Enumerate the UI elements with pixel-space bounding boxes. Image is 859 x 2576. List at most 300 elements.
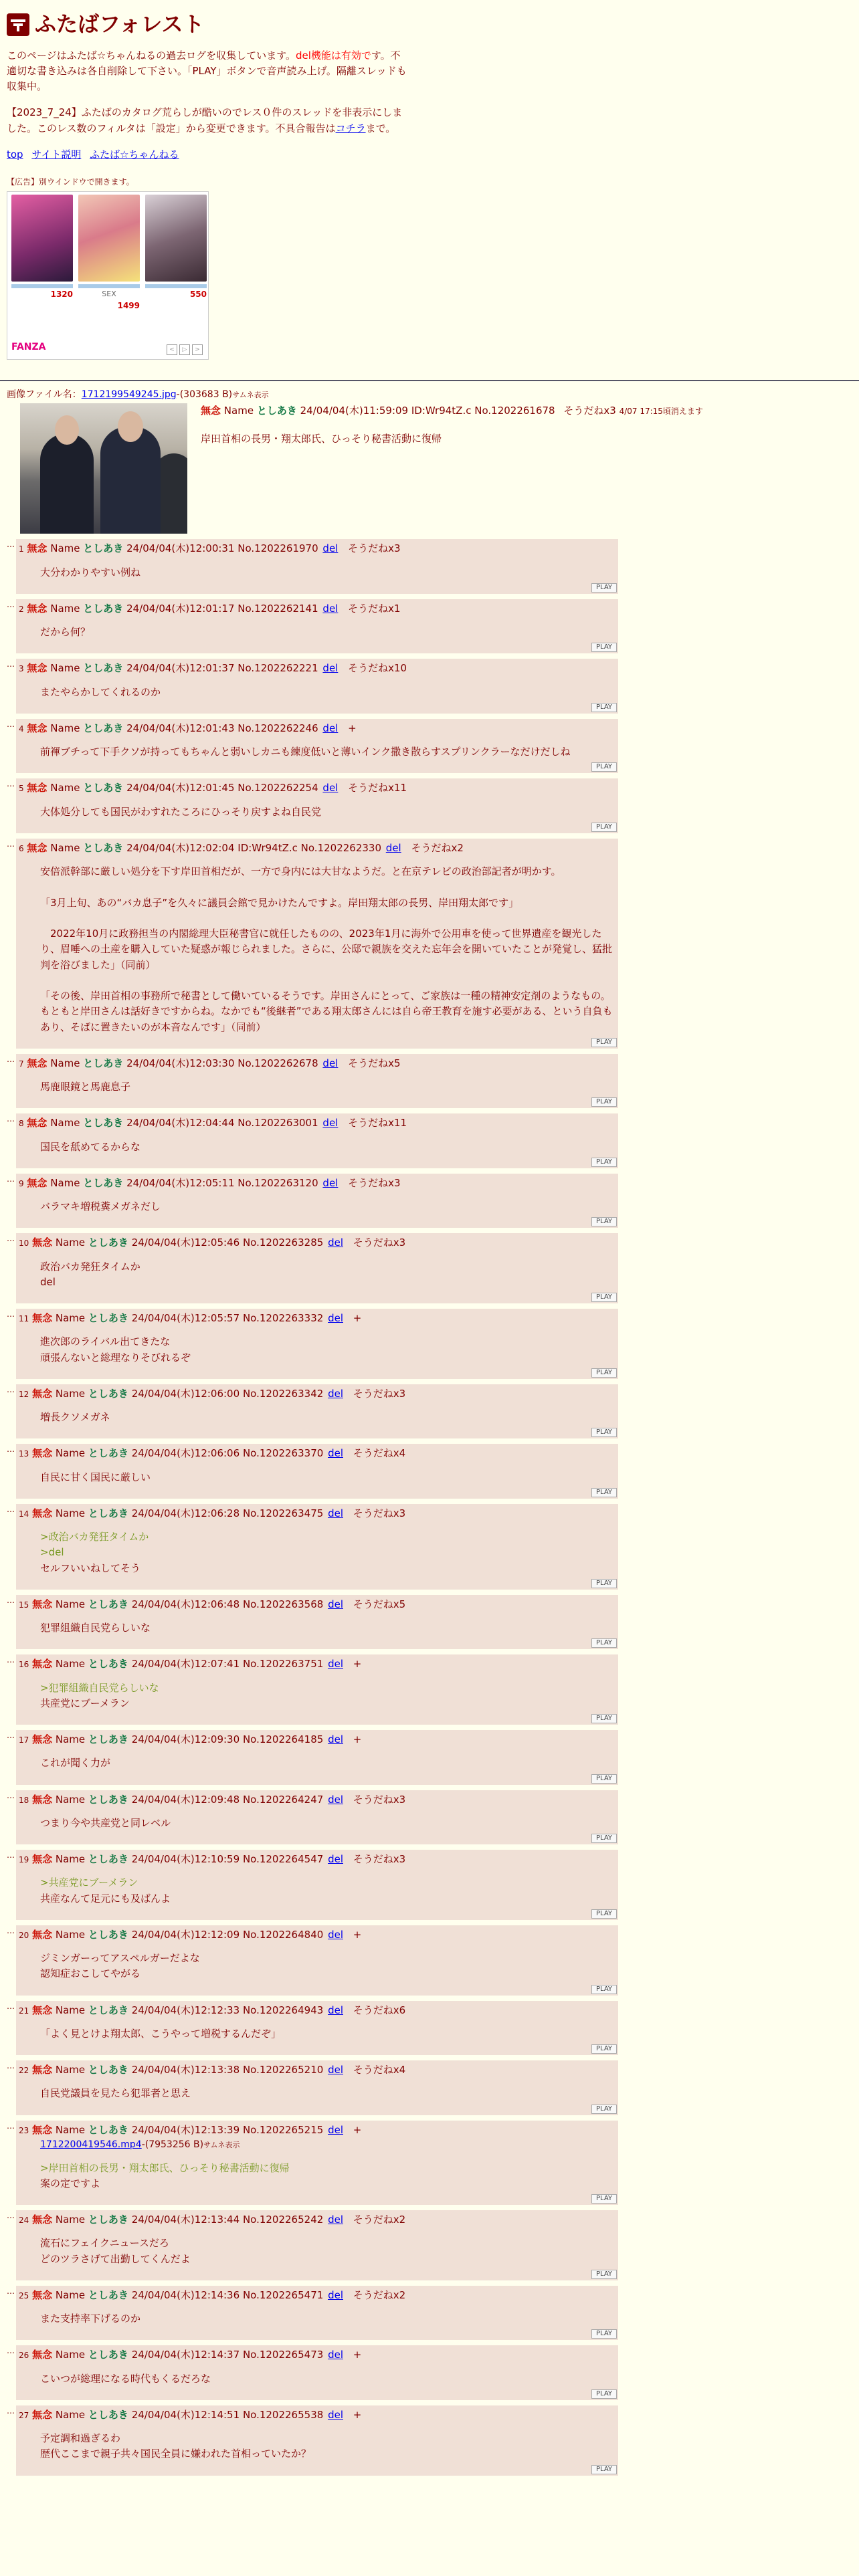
ellipsis-icon: … <box>7 2211 15 2221</box>
reply-body <box>40 2161 618 2195</box>
play-button[interactable]: PLAY <box>591 1158 617 1167</box>
reply-row <box>7 778 852 833</box>
reply-number[interactable]: No.1202264547 <box>242 1853 324 1866</box>
reply-sodane-button[interactable]: そうだねx3 <box>353 1237 406 1249</box>
reply-del-link[interactable]: del <box>328 2408 343 2421</box>
reply-row <box>7 599 852 654</box>
play-button[interactable]: PLAY <box>591 1488 617 1497</box>
reply-name: としあき <box>88 2004 128 2016</box>
ad-carousel-controls <box>167 344 203 355</box>
reply-index: 15 <box>19 1600 29 1610</box>
reply-number[interactable]: No.1202265473 <box>242 2349 324 2361</box>
reply-number[interactable]: No.1202263120 <box>237 1176 318 1189</box>
reply-del-link[interactable]: del <box>328 2004 343 2016</box>
reply-meta <box>16 1927 618 1943</box>
play-button[interactable]: PLAY <box>591 1293 617 1302</box>
reply-index: 6 <box>19 843 24 853</box>
reply-quote-line: >del <box>40 1546 64 1559</box>
reply-del-link[interactable]: del <box>322 722 339 734</box>
play-button[interactable]: PLAY <box>591 1579 617 1588</box>
notice-update-text-a: 【2023_7_24】ふたばのカタログ荒らしが酷いのでレス０件のスレッドを非表示にしました。このレス数のフィルタは「設定」から変更できます。不具合報告は <box>7 106 403 134</box>
reply-del-link[interactable]: del <box>328 1853 343 1866</box>
reply-body <box>40 1410 618 1428</box>
ad-tag: SEX <box>102 289 116 298</box>
op-expiry: 4/07 17:15頃消えます <box>619 407 703 417</box>
reply-index: 21 <box>19 2006 29 2016</box>
reply-del-link[interactable]: del <box>322 1117 339 1130</box>
reply-row <box>7 1654 852 1725</box>
site-logo[interactable] <box>7 13 29 36</box>
reply-attachment <box>40 2138 618 2153</box>
ellipsis-icon: … <box>7 2286 15 2296</box>
reply-post <box>16 1925 618 1996</box>
op-number[interactable]: No.1202261678 <box>474 405 555 417</box>
reply-name-label: Name <box>50 1117 80 1130</box>
reply-number[interactable]: No.1202265210 <box>242 2064 324 2076</box>
ad-cover-image[interactable] <box>145 195 207 282</box>
reply-post <box>16 1654 618 1725</box>
reply-meta <box>16 841 618 856</box>
reply-subject: 無念 <box>27 841 47 854</box>
play-button[interactable]: PLAY <box>591 1217 617 1226</box>
nav-about-link[interactable]: サイト説明 <box>31 148 82 160</box>
ellipsis-icon: … <box>7 1114 15 1124</box>
reply-index: 7 <box>19 1059 24 1069</box>
reply-sodane-button[interactable]: そうだねx11 <box>348 782 407 794</box>
ellipsis-icon: … <box>7 2121 15 2131</box>
play-button[interactable]: PLAY <box>591 1428 617 1437</box>
reply-post <box>16 1850 618 1920</box>
reply-index: 20 <box>19 1930 29 1940</box>
ad-cover-image[interactable] <box>11 195 73 282</box>
reply-body <box>40 1529 618 1579</box>
reply-row <box>7 1309 852 1379</box>
ad-price: 550 <box>189 289 207 299</box>
play-button[interactable]: PLAY <box>591 823 617 832</box>
reply-datetime: 24/04/04(木)12:05:57 <box>131 1312 240 1325</box>
op-datetime: 24/04/04(木)11:59:09 ID:Wr94tZ.c <box>300 405 472 417</box>
reply-sodane-button[interactable]: + <box>348 722 357 734</box>
reply-post <box>16 1730 618 1785</box>
reply-sodane-button[interactable]: + <box>353 1928 362 1941</box>
reply-text-line: 自民に甘く国民に厳しい <box>40 1471 151 1483</box>
notice-update-text-b: まで。 <box>365 122 396 134</box>
reply-text-line: 「よく見とけよ翔太郎、こうやって増税するんだぞ」 <box>40 2027 282 2040</box>
reply-meta <box>16 1597 618 1612</box>
reply-body <box>40 2026 618 2044</box>
play-button[interactable]: PLAY <box>591 2465 617 2474</box>
divider <box>0 380 859 381</box>
reply-subject: 無念 <box>32 2288 53 2301</box>
reply-name-label: Name <box>55 1853 86 1866</box>
reply-datetime: 24/04/04(木)12:05:11 <box>126 1176 235 1189</box>
play-button[interactable]: PLAY <box>591 1038 617 1047</box>
reply-del-link[interactable]: del <box>328 1447 343 1460</box>
reply-datetime: 24/04/04(木)12:10:59 <box>131 1853 240 1866</box>
reply-sodane-button[interactable]: そうだねx3 <box>353 1793 406 1806</box>
op-file-link[interactable]: 1712199549245.jpg <box>81 389 177 400</box>
reply-number[interactable]: No.1202263568 <box>242 1598 324 1610</box>
reply-post <box>16 778 618 833</box>
reply-post <box>16 1504 618 1590</box>
ad-label: 【広告】別ウインドウで開きます。 <box>7 177 134 187</box>
reply-body <box>40 1470 618 1488</box>
ellipsis-icon: … <box>7 1504 15 1514</box>
reply-number[interactable]: No.1202263001 <box>237 1117 318 1130</box>
reply-post <box>16 1384 618 1439</box>
reply-subject: 無念 <box>32 1447 53 1460</box>
reply-post <box>16 719 618 774</box>
reply-index: 9 <box>19 1178 24 1188</box>
reply-number[interactable]: No.1202263370 <box>242 1447 324 1460</box>
reply-del-link[interactable]: del <box>322 602 339 615</box>
notice-collection <box>7 48 408 95</box>
reply-post <box>16 599 618 654</box>
reply-row <box>7 539 852 594</box>
play-button[interactable]: PLAY <box>591 643 617 652</box>
reply-number[interactable]: No.1202264247 <box>242 1793 324 1806</box>
reply-meta <box>16 2212 618 2228</box>
reply-del-link[interactable]: del <box>328 1387 343 1400</box>
reply-text-line: 認知症おこしてやがる <box>40 1967 141 1980</box>
reply-body <box>40 565 618 583</box>
reply-subject: 無念 <box>32 1733 53 1746</box>
reply-number[interactable]: No.1202262678 <box>237 1057 318 1069</box>
ad-item[interactable] <box>78 195 140 312</box>
reply-subject: 無念 <box>32 1658 53 1671</box>
play-button[interactable]: PLAY <box>591 1909 617 1919</box>
reply-body <box>40 1681 618 1715</box>
ad-price: 1320 <box>50 289 73 299</box>
reply-meta <box>16 1311 618 1326</box>
play-button[interactable]: PLAY <box>591 1097 617 1107</box>
ellipsis-icon: … <box>7 1054 15 1064</box>
reply-body <box>40 2371 618 2389</box>
reply-datetime: 24/04/04(木)12:07:41 <box>131 1658 240 1671</box>
reply-list <box>7 539 852 2475</box>
reply-body <box>40 1951 618 1985</box>
ellipsis-icon: … <box>7 599 15 609</box>
reply-body <box>40 1199 618 1217</box>
reply-number[interactable]: No.1202265215 <box>242 2123 324 2136</box>
reply-row <box>7 1174 852 1228</box>
reply-name-label: Name <box>55 1387 86 1400</box>
reply-number[interactable]: No.1202263475 <box>242 1507 324 1519</box>
ellipsis-icon: … <box>7 1309 15 1319</box>
ad-banner[interactable] <box>7 191 209 360</box>
reply-body <box>40 2086 618 2104</box>
reply-del-link[interactable]: del <box>322 662 339 675</box>
reply-row <box>7 2405 852 2476</box>
reply-del-link[interactable]: del <box>328 1237 343 1249</box>
reply-del-link[interactable]: del <box>328 2064 343 2076</box>
reply-sodane-button[interactable]: そうだねx10 <box>348 662 407 675</box>
reply-sodane-button[interactable]: + <box>353 2408 362 2421</box>
op-file-info: -(303683 B) <box>176 389 233 400</box>
reply-subject: 無念 <box>27 1057 47 1069</box>
reply-number[interactable]: No.1202263332 <box>242 1312 324 1325</box>
reply-datetime: 24/04/04(木)12:01:37 <box>126 662 235 675</box>
play-button[interactable]: PLAY <box>591 1834 617 1843</box>
file-label: 画像ファイル名： <box>7 389 82 400</box>
site-title: ふたばフォレスト <box>35 11 205 37</box>
ad-item[interactable] <box>145 195 207 312</box>
tree-icon <box>9 17 27 32</box>
reply-text-line <box>40 879 618 895</box>
reply-datetime: 24/04/04(木)12:13:39 <box>131 2123 240 2136</box>
reply-del-link[interactable]: del <box>328 2214 343 2226</box>
nav-futaba-link[interactable]: ふたば☆ちゃんねる <box>90 148 179 160</box>
reply-number[interactable]: No.1202265242 <box>242 2214 324 2226</box>
reply-text-line: 流石にフェイクニュースだろ <box>40 2237 169 2250</box>
ad-next-button[interactable]: > <box>192 344 203 355</box>
reply-name: としあき <box>88 2288 128 2301</box>
reply-number[interactable]: No.1202262246 <box>237 722 318 734</box>
reply-subject: 無念 <box>32 1312 53 1325</box>
ad-item[interactable] <box>11 195 73 312</box>
op-thumbnail[interactable] <box>20 403 187 534</box>
reply-attachment-note: サムネ表示 <box>203 2140 240 2149</box>
reply-del-link[interactable]: del <box>328 2123 343 2136</box>
reply-body <box>40 1755 618 1774</box>
reply-number[interactable]: No.1202262330 <box>300 841 382 854</box>
ellipsis-icon: … <box>7 1850 15 1860</box>
reply-del-link[interactable]: del <box>322 1176 339 1189</box>
reply-number[interactable]: No.1202263285 <box>242 1237 324 1249</box>
reply-text-line: これが聞く力が <box>40 1757 111 1769</box>
notice-text-a: このページはふたば☆ちゃんねるの過去ログを収集しています。 <box>7 49 296 62</box>
reply-sodane-button[interactable]: そうだねx4 <box>353 1447 406 1460</box>
reply-name-label: Name <box>55 1312 86 1325</box>
reply-row <box>7 1730 852 1785</box>
reply-quote-line: >犯罪組織自民党らしいな <box>40 1681 159 1694</box>
ad-play-button[interactable]: ▷ <box>179 344 190 355</box>
reply-sodane-button[interactable]: そうだねx3 <box>353 1507 406 1519</box>
reply-text-line: セルフいいねしてそう <box>40 1562 141 1574</box>
reply-del-link[interactable]: del <box>322 542 339 555</box>
reply-body <box>40 804 618 823</box>
reply-name-label: Name <box>55 1237 86 1249</box>
reply-sodane-button[interactable]: そうだねx3 <box>348 1176 401 1189</box>
reply-row <box>7 2001 852 2056</box>
reply-number[interactable]: No.1202262221 <box>237 662 318 675</box>
reply-datetime: 24/04/04(木)12:09:48 <box>131 1793 240 1806</box>
reply-del-link[interactable]: del <box>328 1598 343 1610</box>
reply-text-line: 自民党議員を見たら犯罪者と思え <box>40 2087 191 2100</box>
ad-brand-logo: FANZA <box>11 342 46 352</box>
reply-datetime: 24/04/04(木)12:14:51 <box>131 2408 240 2421</box>
reply-del-link[interactable]: del <box>322 1057 339 1069</box>
op-meta <box>201 403 703 419</box>
reply-index: 23 <box>19 2125 29 2135</box>
reply-subject: 無念 <box>32 1598 53 1610</box>
reply-text-line: 大分わかりやすい例ね <box>40 566 141 578</box>
op-sodane-button[interactable]: そうだねx3 <box>563 405 616 417</box>
reply-sodane-button[interactable]: + <box>353 2349 362 2361</box>
ellipsis-icon: … <box>7 2061 15 2071</box>
notice-text-b: す。不適切な書き込みは各自削除して下さい。「PLAY」ボタンで音声読み上げ。隔離スレッドも収集中。 <box>7 49 407 93</box>
reply-number[interactable]: No.1202263342 <box>242 1387 324 1400</box>
reply-sodane-button[interactable]: そうだねx3 <box>353 1387 406 1400</box>
reply-datetime: 24/04/04(木)12:01:17 <box>126 602 235 615</box>
op-name: としあき <box>256 405 297 417</box>
reply-sodane-button[interactable]: + <box>353 1658 362 1671</box>
reply-sodane-button[interactable]: + <box>353 1312 362 1325</box>
reply-sodane-button[interactable]: そうだねx5 <box>353 1598 406 1610</box>
reply-sodane-button[interactable]: そうだねx3 <box>348 542 401 555</box>
reply-number[interactable]: No.1202264185 <box>242 1733 324 1746</box>
reply-row <box>7 1595 852 1650</box>
reply-row <box>7 2210 852 2280</box>
reply-sodane-button[interactable]: + <box>353 1733 362 1746</box>
reply-del-link[interactable]: del <box>328 1793 343 1806</box>
reply-meta <box>16 1056 618 1071</box>
reply-index: 17 <box>19 1735 29 1745</box>
play-button[interactable]: PLAY <box>591 703 617 712</box>
reply-number[interactable]: No.1202262254 <box>237 782 318 794</box>
reply-name-label: Name <box>50 722 80 734</box>
reply-index: 22 <box>19 2066 29 2076</box>
reply-index: 19 <box>19 1855 29 1865</box>
reply-number[interactable]: No.1202261970 <box>237 542 318 555</box>
play-button[interactable]: PLAY <box>591 2044 617 2054</box>
reply-row <box>7 1054 852 1109</box>
reply-datetime: 24/04/04(木)12:06:06 <box>131 1447 240 1460</box>
reply-attachment-info: -(7953256 B) <box>141 2139 204 2150</box>
reply-del-link[interactable]: del <box>328 1507 343 1519</box>
ellipsis-icon: … <box>7 839 15 849</box>
play-button[interactable]: PLAY <box>591 1774 617 1784</box>
reply-number[interactable]: No.1202262141 <box>237 602 318 615</box>
reply-name-label: Name <box>55 2408 86 2421</box>
ellipsis-icon: … <box>7 719 15 729</box>
reply-text-line: 「その後、岸田首相の事務所で秘書として働いているそうです。岸田さんにとって、ご家族は一種の精神安定剤のようなもの。もともと岸田さんは話好きですからね。なかでも“後継者”である翔太郎さんには自ら帝王教育を施す必要がある、という自負もあり、そばに置きたいのが本音なんです」（同前） <box>40 990 613 1033</box>
reply-meta <box>16 1792 618 1808</box>
reply-body <box>40 1334 618 1368</box>
reply-sodane-button[interactable]: そうだねx2 <box>353 2288 406 2301</box>
nav-top-link[interactable]: top <box>7 148 23 160</box>
ad-prev-button[interactable]: < <box>167 344 177 355</box>
reply-text-line: 案の定ですよ <box>40 2177 101 2189</box>
reply-meta <box>16 1176 618 1191</box>
notice-update <box>7 105 408 136</box>
reply-name: としあき <box>83 1176 124 1189</box>
reply-sodane-button[interactable]: そうだねx4 <box>353 2064 406 2076</box>
reply-name: としあき <box>83 542 124 555</box>
reply-del-link[interactable]: del <box>328 1733 343 1746</box>
reply-sodane-button[interactable]: そうだねx5 <box>348 1057 401 1069</box>
reply-del-link[interactable]: del <box>322 782 339 794</box>
reply-meta <box>16 601 618 617</box>
ellipsis-icon: … <box>7 1731 15 1741</box>
reply-number[interactable]: No.1202264943 <box>242 2004 324 2016</box>
reply-number[interactable]: No.1202265471 <box>242 2288 324 2301</box>
reply-datetime: 24/04/04(木)12:12:09 <box>131 1928 240 1941</box>
reply-index: 18 <box>19 1795 29 1805</box>
play-button[interactable]: PLAY <box>591 583 617 593</box>
reply-subject: 無念 <box>32 2349 53 2361</box>
reply-post <box>16 539 618 594</box>
reply-sodane-button[interactable]: そうだねx2 <box>353 2214 406 2226</box>
reply-name-label: Name <box>55 1447 86 1460</box>
reply-sodane-button[interactable]: そうだねx6 <box>353 2004 406 2016</box>
site-header <box>7 8 852 41</box>
reply-name-label: Name <box>50 662 80 675</box>
play-button[interactable]: PLAY <box>591 2270 617 2279</box>
reply-row <box>7 2121 852 2205</box>
reply-del-link[interactable]: del <box>328 2349 343 2361</box>
reply-sodane-button[interactable]: そうだねx2 <box>411 841 464 854</box>
play-button[interactable]: PLAY <box>591 1368 617 1378</box>
reply-text-line: 政治バカ発狂タイムか <box>40 1260 140 1273</box>
reply-meta <box>16 721 618 736</box>
ad-cover-image[interactable] <box>78 195 140 282</box>
reply-meta <box>16 780 618 796</box>
play-button[interactable]: PLAY <box>591 762 617 772</box>
reply-sodane-button[interactable]: そうだねx11 <box>348 1117 407 1130</box>
reply-post <box>16 1174 618 1228</box>
reply-index: 16 <box>19 1660 29 1670</box>
reply-sodane-button[interactable]: そうだねx1 <box>348 602 401 615</box>
reply-body <box>40 2431 618 2465</box>
reply-del-link[interactable]: del <box>328 2288 343 2301</box>
play-button[interactable]: PLAY <box>591 2194 617 2204</box>
reply-name: としあき <box>88 2064 128 2076</box>
reply-subject: 無念 <box>32 1853 53 1866</box>
reply-attachment-link[interactable]: 1712200419546.mp4 <box>40 2139 142 2150</box>
reply-del-link[interactable]: del <box>328 1928 343 1941</box>
reply-subject: 無念 <box>32 1237 53 1249</box>
play-button[interactable]: PLAY <box>591 2329 617 2339</box>
reply-meta <box>16 2347 618 2363</box>
reply-datetime: 24/04/04(木)12:06:28 <box>131 1507 240 1519</box>
reply-datetime: 24/04/04(木)12:06:00 <box>131 1387 240 1400</box>
reply-text-line: del <box>40 1275 56 1288</box>
reply-name: としあき <box>88 1853 128 1866</box>
reply-meta <box>16 661 618 676</box>
reply-del-link[interactable]: del <box>328 1312 343 1325</box>
play-button[interactable]: PLAY <box>591 2105 617 2114</box>
reply-del-link[interactable]: del <box>385 841 401 854</box>
ellipsis-icon: … <box>7 1790 15 1800</box>
reply-body <box>40 2236 618 2270</box>
ellipsis-icon: … <box>7 2001 15 2011</box>
reply-text-line: 前褌ブチって下手クソが持ってもちゃんと弱いしカニも練度低いと薄いインク撒き散らすスプリンクラーなだけだしね <box>40 746 571 758</box>
reply-name: としあき <box>88 1928 128 1941</box>
play-button[interactable]: PLAY <box>591 1714 617 1723</box>
reply-row <box>7 1850 852 1920</box>
reply-name: としあき <box>88 2123 128 2136</box>
reply-number[interactable]: No.1202263751 <box>242 1658 324 1671</box>
ellipsis-icon: … <box>7 659 15 669</box>
reply-name: としあき <box>88 1312 128 1325</box>
reply-name-label: Name <box>55 1658 86 1671</box>
reply-subject: 無念 <box>32 1387 53 1400</box>
reply-number[interactable]: No.1202264840 <box>242 1928 324 1941</box>
play-button[interactable]: PLAY <box>591 2389 617 2399</box>
play-button[interactable]: PLAY <box>591 1985 617 1994</box>
reply-number[interactable]: No.1202265538 <box>242 2408 324 2421</box>
reply-body <box>40 1620 618 1638</box>
reply-del-link[interactable]: del <box>328 1658 343 1671</box>
play-button[interactable]: PLAY <box>591 1638 617 1648</box>
reply-sodane-button[interactable]: そうだねx3 <box>353 1853 406 1866</box>
reply-text-line: 「3月上旬、あの“バカ息子”を久々に議員会館で見かけたんですよ。岸田翔太郎の長男、岸田翔太郎です」 <box>40 896 519 909</box>
ellipsis-icon: … <box>7 540 15 550</box>
bug-report-link[interactable]: コチラ <box>335 122 366 134</box>
reply-sodane-button[interactable]: + <box>353 2123 362 2136</box>
reply-name: としあき <box>88 1387 128 1400</box>
